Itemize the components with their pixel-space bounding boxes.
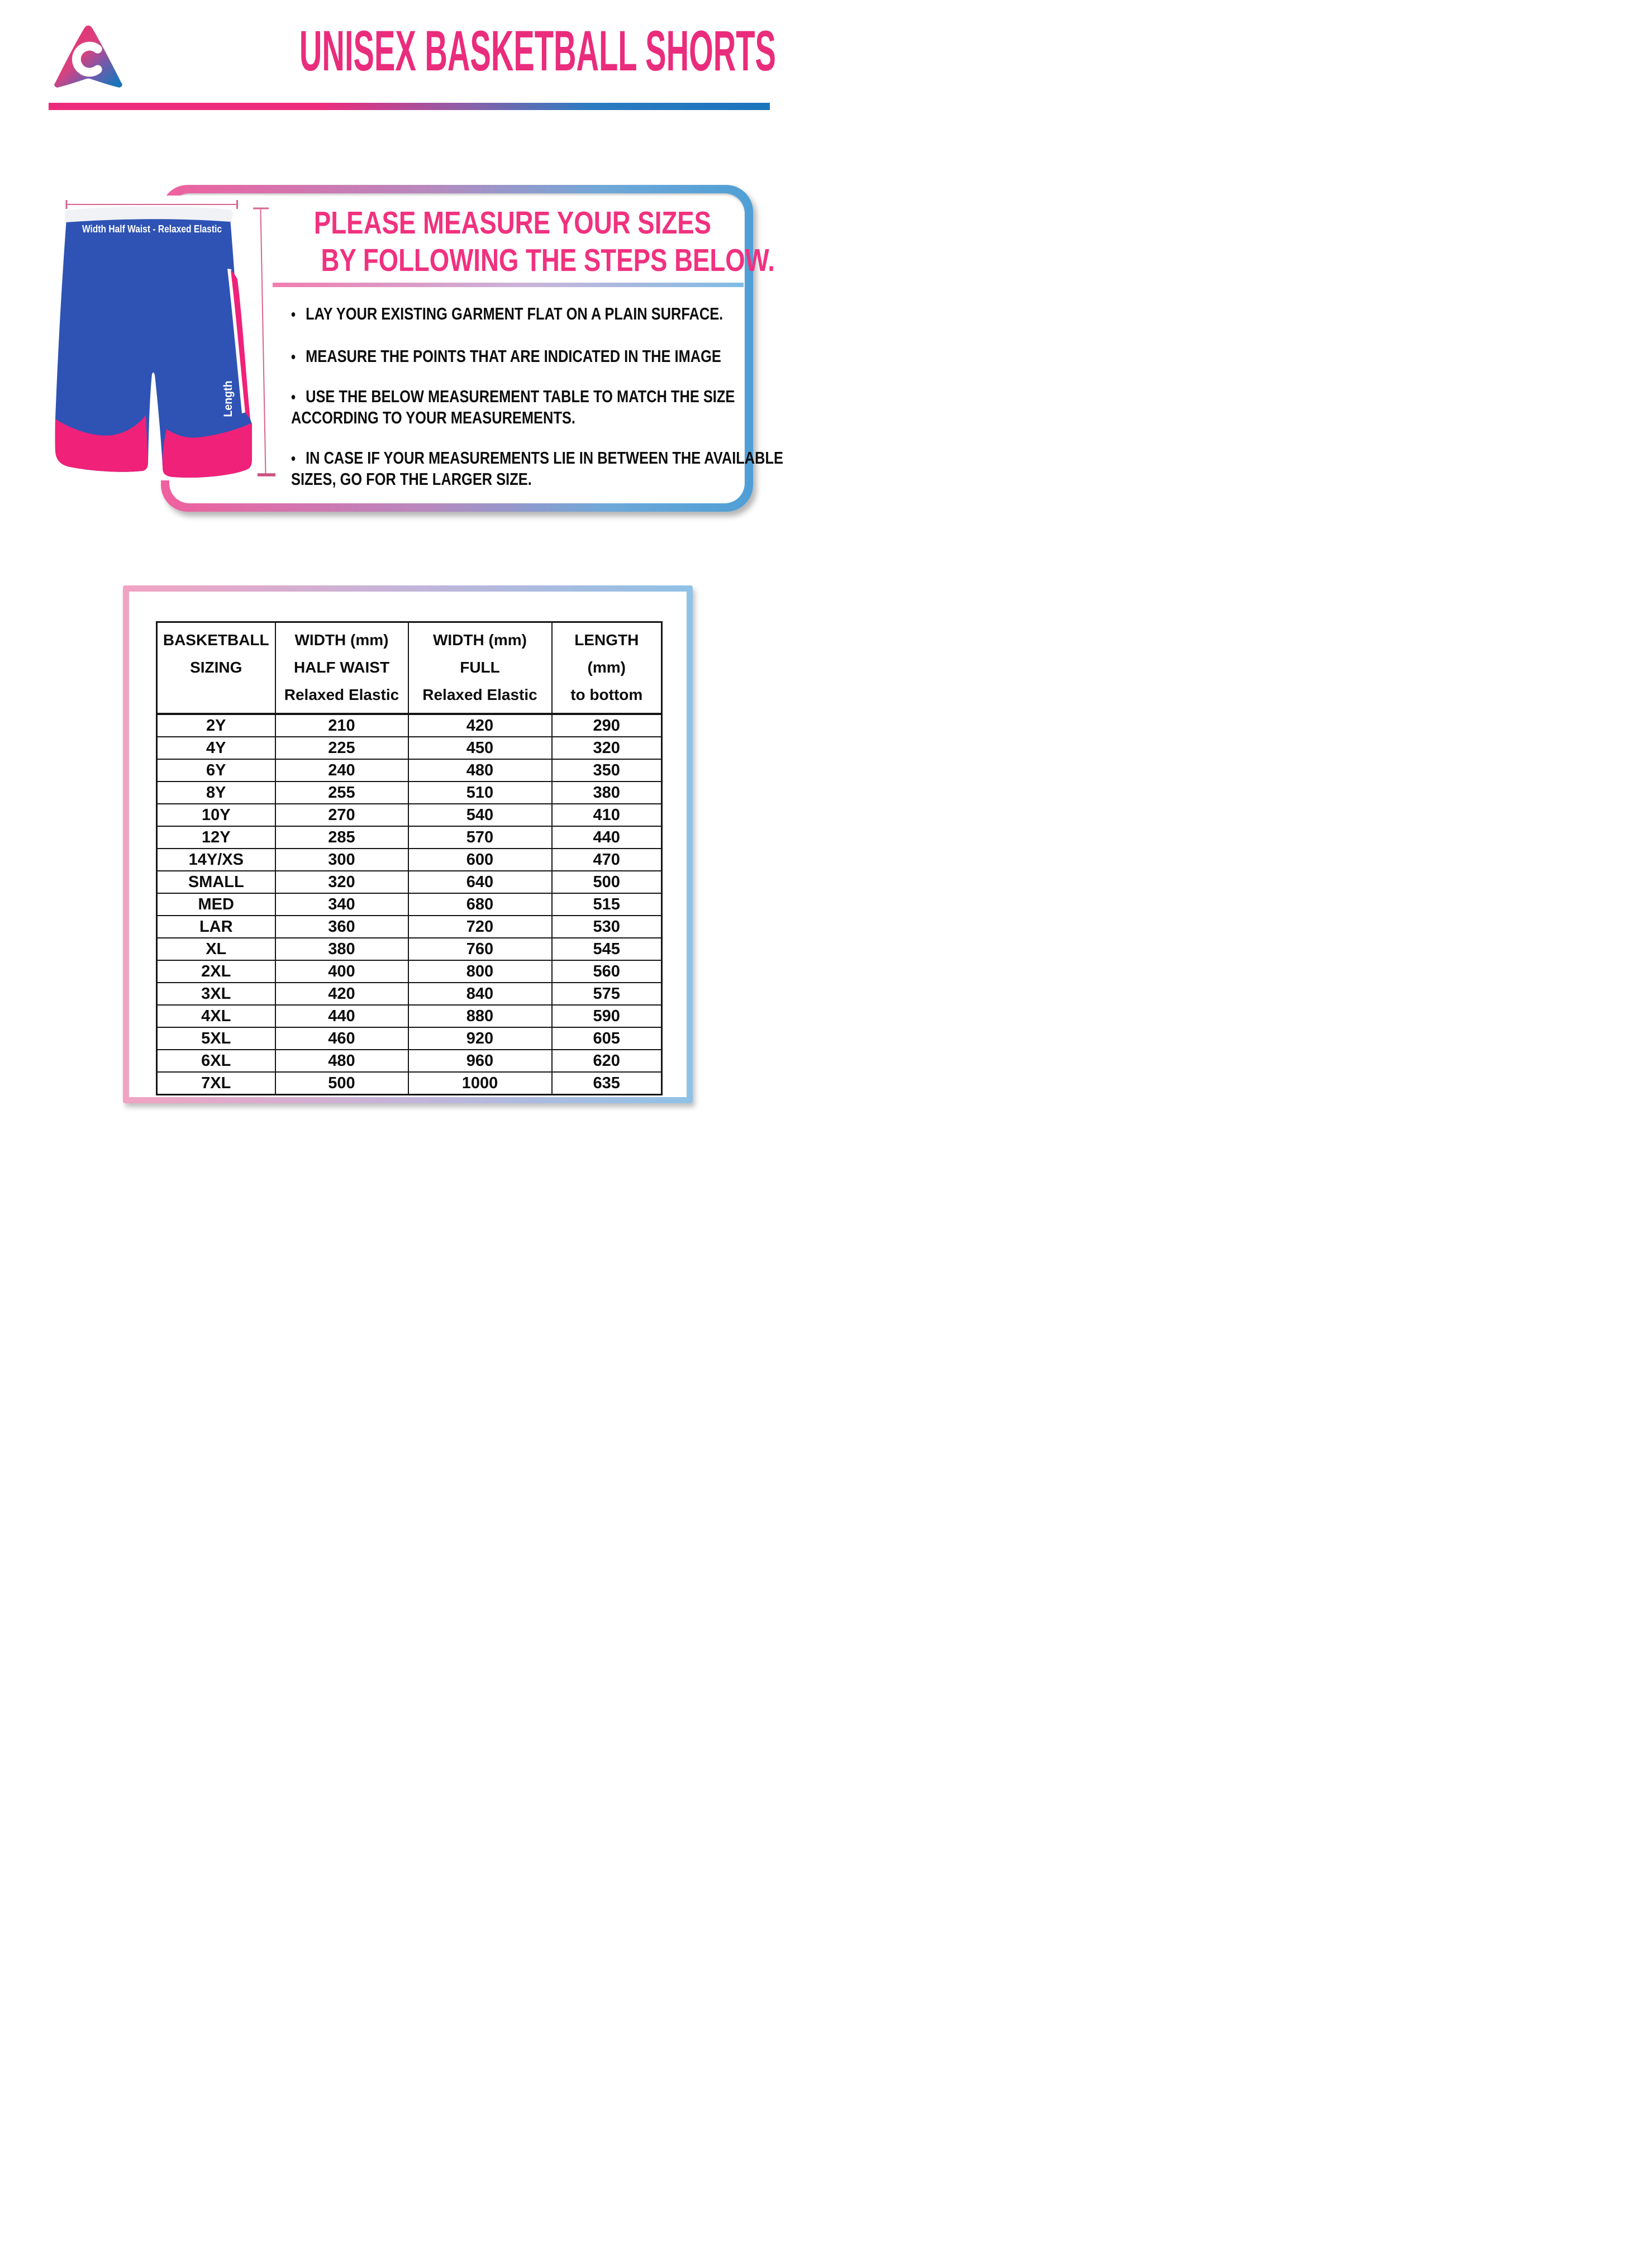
table-header-row: [157, 622, 662, 714]
shorts-diagram: [50, 196, 279, 480]
instruction-bullet-2: [291, 346, 741, 367]
header-divider: [49, 103, 770, 110]
size-cell: 640: [408, 871, 552, 893]
heading-divider: [273, 283, 744, 287]
size-cell: 575: [552, 983, 662, 1005]
size-cell: 320: [275, 871, 408, 893]
size-cell: 545: [552, 938, 662, 960]
instruction-bullet-4: [291, 447, 784, 489]
table-row: [157, 1050, 662, 1072]
size-cell: 340: [275, 893, 408, 916]
table-row: [157, 871, 662, 893]
length-label: Length: [222, 378, 235, 417]
size-cell: 320: [552, 737, 662, 759]
size-cell: 440: [275, 1005, 408, 1027]
measure-heading-line1: PLEASE MEASURE YOUR SIZES: [313, 205, 712, 241]
size-cell: 300: [275, 849, 408, 871]
size-cell: 14Y/XS: [157, 849, 275, 871]
size-cell: 225: [275, 737, 408, 759]
table-row: [157, 782, 662, 804]
bullet-dot: •: [291, 306, 296, 323]
size-cell: 560: [552, 960, 662, 983]
size-cell: 285: [275, 826, 408, 849]
size-cell: 350: [552, 759, 662, 782]
bullet-dot: •: [291, 450, 296, 467]
table-row: [157, 714, 662, 737]
bullet-line: • IN CASE IF YOUR MEASUREMENTS LIE IN BETWEEN THE AVAILABLE: [291, 448, 784, 468]
size-cell: 570: [408, 826, 552, 849]
size-cell: 12Y: [157, 826, 275, 849]
bullet-dot: •: [291, 348, 296, 365]
size-cell: 470: [552, 849, 662, 871]
size-cell: 450: [408, 737, 552, 759]
size-cell: 7XL: [157, 1072, 275, 1095]
size-cell: 840: [408, 983, 552, 1005]
table-row: [157, 916, 662, 938]
size-cell: 620: [552, 1050, 662, 1072]
size-cell: 380: [552, 782, 662, 804]
size-cell: 460: [275, 1027, 408, 1050]
size-cell: 880: [408, 1005, 552, 1027]
bullet-line: SIZES, GO FOR THE LARGER SIZE.: [291, 469, 532, 489]
size-cell: 270: [275, 804, 408, 826]
size-cell: 290: [552, 714, 662, 737]
table-row: [157, 804, 662, 826]
bullet-line: • USE THE BELOW MEASUREMENT TABLE TO MATCH THE SIZE: [291, 387, 735, 406]
size-cell: 680: [408, 893, 552, 916]
table-row: [157, 1027, 662, 1050]
table-row: [157, 759, 662, 782]
bullet-dot: •: [291, 388, 296, 406]
size-cell: 400: [275, 960, 408, 983]
col-header-half-waist: WIDTH (mm) HALF WAIST Relaxed Elastic: [275, 622, 408, 714]
waist-width-label: Width Half Waist - Relaxed Elastic: [82, 223, 222, 235]
size-cell: LAR: [157, 916, 275, 938]
size-table: [156, 621, 663, 1095]
size-cell: 2Y: [157, 714, 275, 737]
bullet-line: • MEASURE THE POINTS THAT ARE INDICATED IN THE IMAGE: [291, 346, 721, 366]
size-cell: XL: [157, 938, 275, 960]
col-header-length: LENGTH (mm) to bottom: [552, 622, 662, 714]
size-cell: 380: [275, 938, 408, 960]
size-cell: MED: [157, 893, 275, 916]
table-row: [157, 1072, 662, 1095]
size-cell: 6Y: [157, 759, 275, 782]
instruction-bullet-3: [291, 386, 741, 428]
size-cell: 635: [552, 1072, 662, 1095]
size-cell: 210: [275, 714, 408, 737]
size-cell: 530: [552, 916, 662, 938]
page: [0, 0, 816, 1134]
size-cell: 500: [275, 1072, 408, 1095]
size-cell: 480: [408, 759, 552, 782]
table-row: [157, 960, 662, 983]
size-cell: 420: [275, 983, 408, 1005]
size-cell: 960: [408, 1050, 552, 1072]
size-cell: 4Y: [157, 737, 275, 759]
table-row: [157, 1005, 662, 1027]
instruction-bullet-1: [291, 303, 741, 325]
measure-heading-line2: BY FOLLOWING THE STEPS BELOW.: [321, 242, 775, 278]
size-cell: SMALL: [157, 871, 275, 893]
col-header-full-width: WIDTH (mm) FULL Relaxed Elastic: [408, 622, 552, 714]
size-cell: 510: [408, 782, 552, 804]
table-row: [157, 849, 662, 871]
size-cell: 360: [275, 916, 408, 938]
size-cell: 480: [275, 1050, 408, 1072]
table-row: [157, 826, 662, 849]
size-cell: 760: [408, 938, 552, 960]
size-cell: 800: [408, 960, 552, 983]
size-cell: 5XL: [157, 1027, 275, 1050]
table-row: [157, 893, 662, 916]
col-header-sizing: BASKETBALL SIZING: [157, 622, 275, 714]
size-cell: 605: [552, 1027, 662, 1050]
size-cell: 4XL: [157, 1005, 275, 1027]
size-cell: 600: [408, 849, 552, 871]
size-table-container: [123, 585, 693, 1103]
size-cell: 8Y: [157, 782, 275, 804]
page-title: UNISEX BASKETBALL SHORTS: [299, 19, 776, 83]
size-cell: 500: [552, 871, 662, 893]
table-row: [157, 983, 662, 1005]
size-cell: 3XL: [157, 983, 275, 1005]
shorts-diagram-svg: [50, 196, 279, 480]
size-cell: 920: [408, 1027, 552, 1050]
size-cell: 6XL: [157, 1050, 275, 1072]
size-cell: 540: [408, 804, 552, 826]
table-row: [157, 938, 662, 960]
size-cell: 440: [552, 826, 662, 849]
size-cell: 720: [408, 916, 552, 938]
size-table-inner: [129, 592, 687, 1097]
table-row: [157, 737, 662, 759]
size-cell: 410: [552, 804, 662, 826]
size-cell: 420: [408, 714, 552, 737]
size-cell: 2XL: [157, 960, 275, 983]
bullet-line: ACCORDING TO YOUR MEASUREMENTS.: [291, 408, 575, 427]
bullet-line: • LAY YOUR EXISTING GARMENT FLAT ON A PLAIN SURFACE.: [291, 304, 723, 323]
size-cell: 1000: [408, 1072, 552, 1095]
measure-heading: [264, 204, 775, 279]
size-cell: 590: [552, 1005, 662, 1027]
size-cell: 255: [275, 782, 408, 804]
size-cell: 515: [552, 893, 662, 916]
size-cell: 10Y: [157, 804, 275, 826]
size-cell: 240: [275, 759, 408, 782]
